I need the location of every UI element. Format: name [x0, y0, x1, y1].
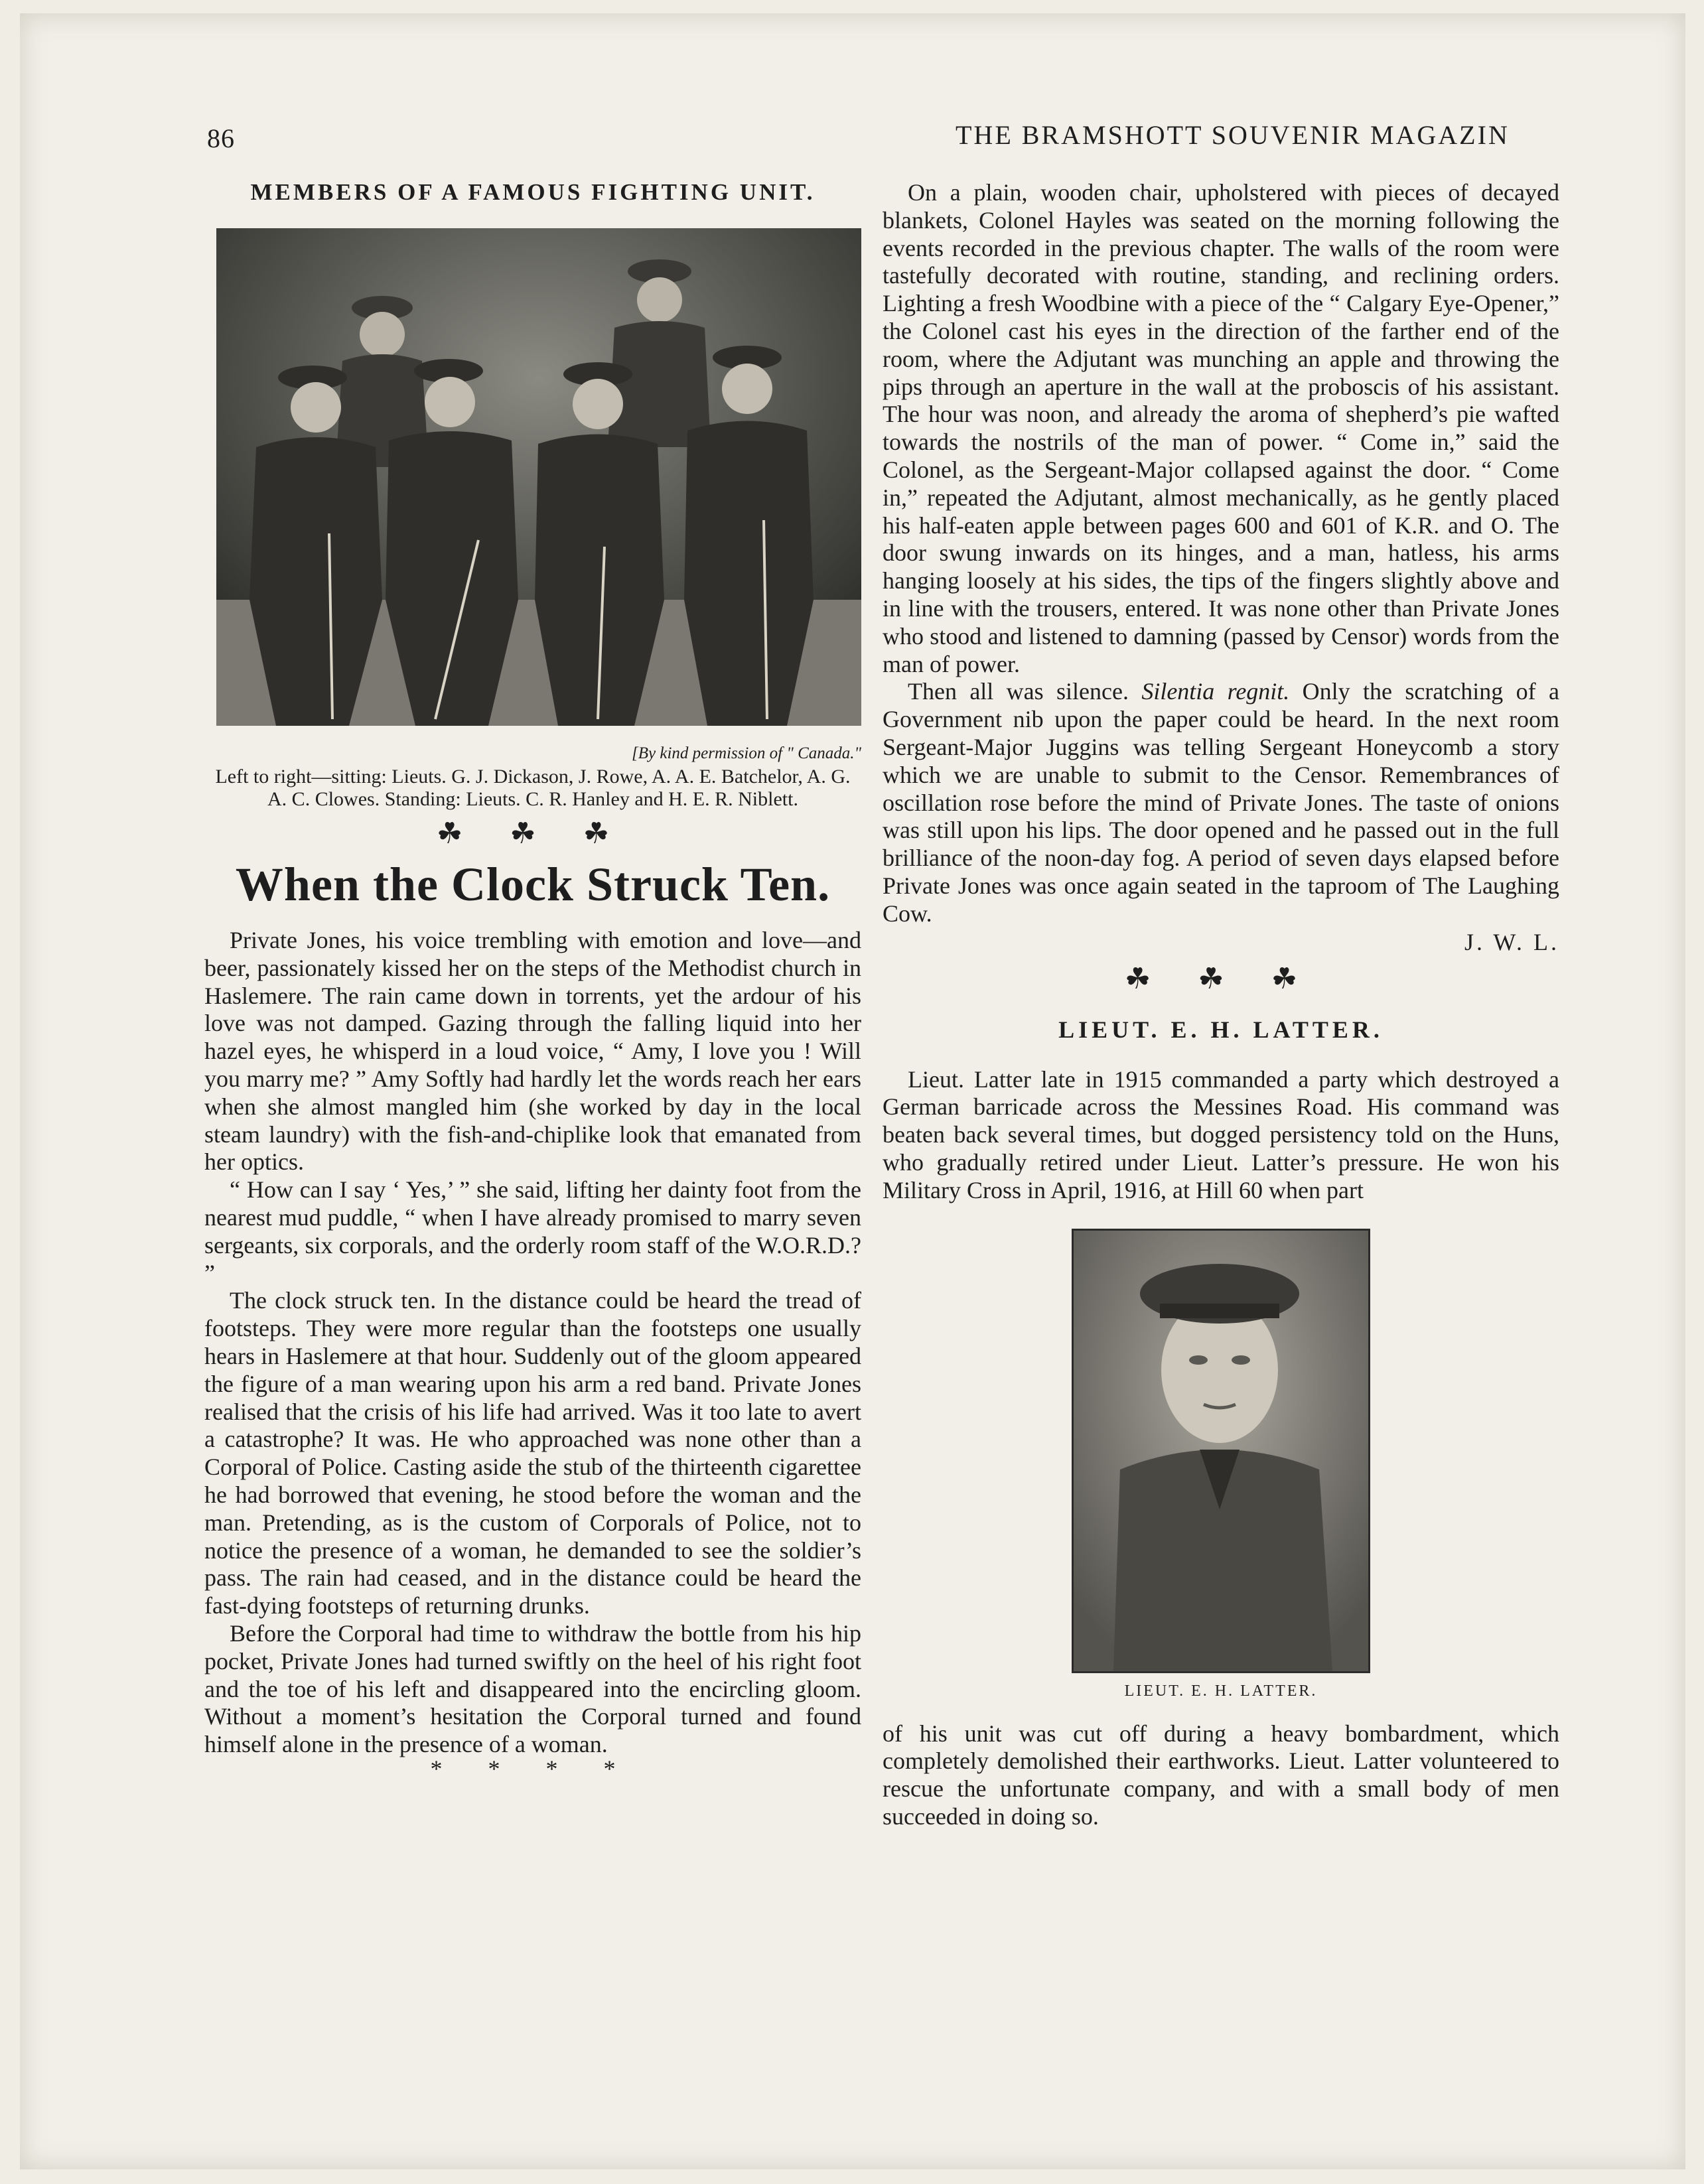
portrait-image — [1074, 1231, 1368, 1671]
story-paragraph: The clock struck ten. In the distance could be heard the tread of footsteps. They were more regular than the footsteps one usually hears in Haslemere at that hour. Suddenly out of the gloom appeared the figure of a man wearing upon his arm a red band. Private Jones realised that the crisis of his life had arrived. Was it too late to avert a catastrophe? It was. He who approached was none other than a Corporal of Police. Casting aside the stub of the thirteenth cigarettee he had borrowed that evening, he stood before the woman and the man. Pretending, as is the custom of Corporals of Police, not to notice the presence of a woman, he demanded to see the soldier’s pass. The rain had ceased, and in the distance could be heard the fast-dying footsteps of returning drunks. — [204, 1287, 861, 1619]
right-column — [883, 179, 1559, 1831]
clover-ornament: ☘ ☘ ☘ — [436, 817, 630, 850]
author-signature: J. W. L. — [1464, 928, 1559, 955]
silence-text-end: Only the scratching of a Government nib upon the paper could be heard. In the next room Sergeant-Major Juggins was telling Sergeant Honeycomb a story which we are unable to submit to the Censor. Remembrances of oscillation rose before the mind of Private Jones. The taste of onions was still upon his lips. The door opened and he passed out in the full brilliance of the noon-day fog. A period of seven days elapsed before Private Jones was once again seated in the taproom of The Laughing Cow. — [883, 678, 1559, 927]
asterisk-divider: * * * * — [430, 1755, 636, 1782]
silence-text-start: Then all was silence. — [908, 678, 1142, 705]
latin-phrase: Silentia regnit. — [1141, 678, 1290, 705]
page-number: 86 — [207, 123, 235, 153]
story-paragraph: “ How can I say ‘ Yes,’ ” she said, lifting her dainty foot from the nearest mud puddle, “ when I have already promised to marry seven sergeants, six corporals, and the orderly room staff of the W.O.R.D.? ” — [204, 1176, 861, 1286]
latter-heading: LIEUT. E. H. LATTER. — [1058, 1016, 1384, 1043]
latter-paragraph: Lieut. Latter late in 1915 commanded a party which destroyed a German barricade across the Messines Road. His command was beaten back several times, but dogged persistency told on the Huns, who gradually retired under Lieut. Latter’s pressure. He won his Military Cross in April, 1916, at Hill 60 when part — [883, 1065, 1559, 1203]
photo-credit: [By kind permission of " Canada." — [632, 744, 861, 762]
group-photo-image — [216, 228, 861, 726]
clover-ornament: ☘ ☘ ☘ — [1124, 962, 1318, 995]
portrait-photo — [1072, 1229, 1370, 1673]
photo-caption: Left to right—sitting: Lieuts. G. J. Dickason, J. Rowe, A. A. E. Batchelor, A. G. A. C. Clowes. Standing: Lieuts. C. R. Hanley and H. E. R. Niblett. — [215, 766, 851, 810]
left-column — [204, 179, 861, 1782]
portrait-caption: LIEUT. E. H. LATTER. — [1124, 1682, 1318, 1700]
story-paragraph: Private Jones, his voice trembling with emotion and love—and beer, passionately kissed her on the steps of the Methodist church in Haslemere. The rain came down in torrents, yet the ardour of his love was not damped. Gazing through the falling liquid into her hazel eyes, he whisperd in a loud voice, “ Amy, I love you ! Will you marry me? ” Amy Softly had hardly let the words reach her ears when she almost mangled him (she worked by day in the local steam laundry) with the fish-and-chiplike look that emanated from her optics. — [204, 927, 861, 1176]
story-paragraph: On a plain, wooden chair, upholstered with pieces of decayed blankets, Colonel Hayles was seated on the morning following the events recorded in the previous chapter. The walls of the room were tastefully decorated with routine, standing, and reclining orders. Lighting a fresh Woodbine with a piece of the “ Calgary Eye-Opener,” the Colonel cast his eyes in the direction of the farther end of the room, where the Adjutant was munching an apple and throwing the pips through an aperture in the wall at the proboscis of his assistant. The hour was noon, and already the aroma of shepherd’s pie wafted towards the nostrils of the man of power. “ Come in,” said the Colonel, as the Sergeant-Major collapsed against the door. “ Come in,” repeated the Adjutant, almost mechanically, as he gently placed his half-eaten apple between pages 600 and 601 of K.R. and O. The door swung inwards on its hinges, and a man, hatless, his arms hanging loosely at his sides, the tips of the fingers slightly above and in line with the trousers, entered. It was none other than Private Jones who stood and listened to damning (passed by Censor) words from the man of power. — [883, 179, 1559, 677]
running-title: THE BRAMSHOTT SOUVENIR MAGAZIN — [956, 120, 1510, 150]
group-photo — [216, 228, 861, 726]
latter-paragraph: of his unit was cut off during a heavy bombardment, which completely demolished their earthworks. Lieut. Latter volunteered to rescue the unfortunate company, and with a small body of men succeeded in doing so. — [883, 1720, 1559, 1830]
article-title: When the Clock Struck Ten. — [235, 858, 831, 911]
section-title: MEMBERS OF A FAMOUS FIGHTING UNIT. — [250, 179, 816, 205]
silence-paragraph — [883, 678, 1559, 927]
story-paragraph: Before the Corporal had time to withdraw the bottle from his hip pocket, Private Jones had turned swiftly on the heel of his right foot and the toe of his left and disappeared into the encircling gloom. Without a moment’s hesitation the Corporal turned and found himself alone in the presence of a woman. — [204, 1619, 861, 1758]
